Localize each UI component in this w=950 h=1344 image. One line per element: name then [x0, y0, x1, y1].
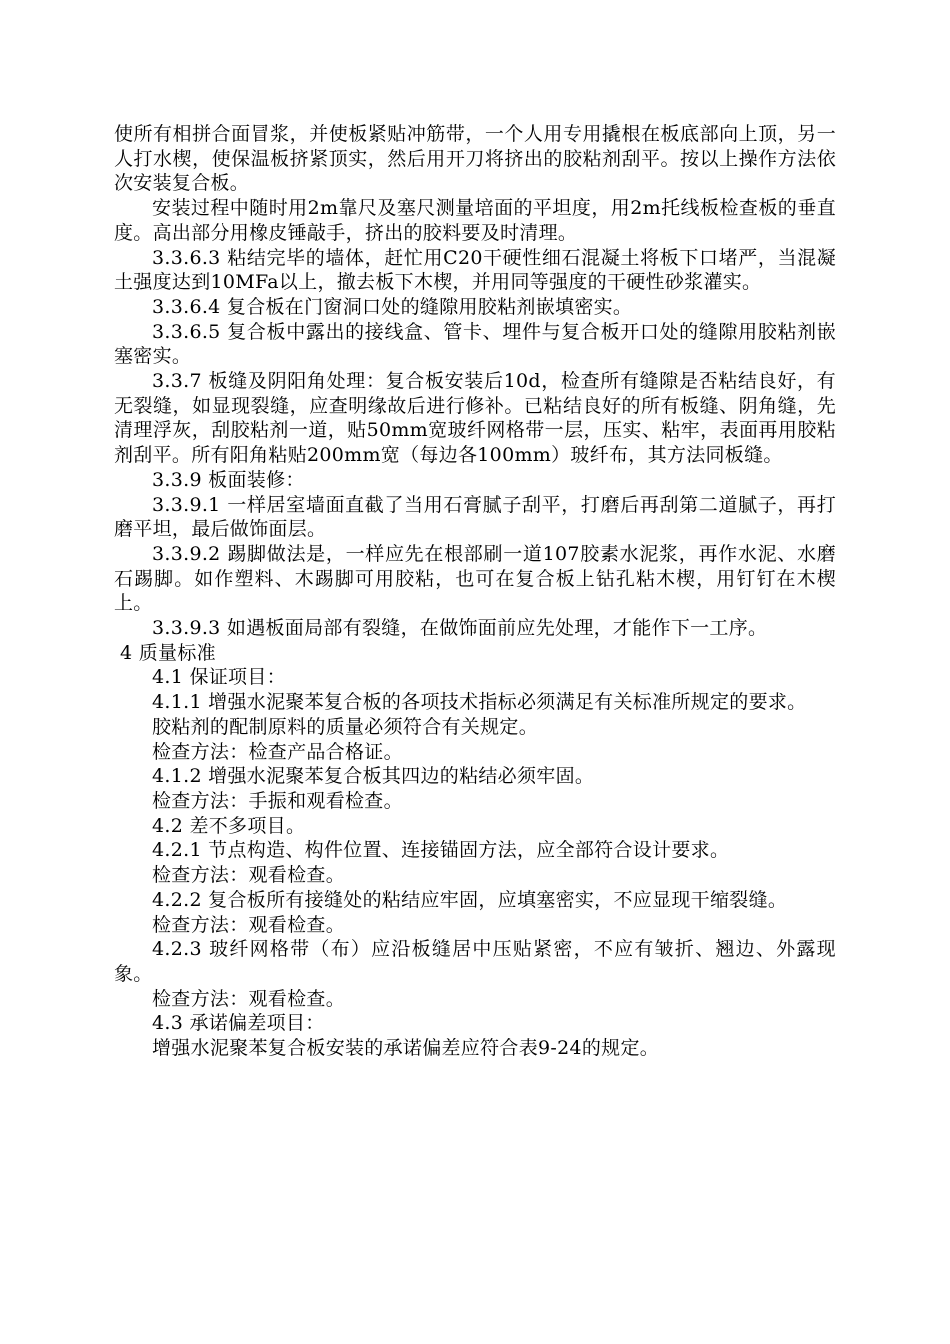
- paragraph-5: 3.3.7 板缝及阴阳角处理：复合板安装后10d，检查所有缝隙是否粘结良好，有无裂缝，如显现裂缝，应查明缘故后进行修补。已粘结良好的所有板缝、阴角缝，先清理浮灰，刮胶粘剂一道，贴50mm宽玻纤网格带一层，压实、粘牢，表面再用胶粘剂刮平。所有阳角粘贴200mm宽（每边各100mm）玻纤布，其方法同板缝。: [114, 370, 836, 467]
- paragraph-23: 检查方法：观看检查。: [152, 987, 346, 1010]
- paragraph-6: 3.3.9 板面装修：: [152, 468, 305, 491]
- paragraph-3: 3.3.6.4 复合板在门窗洞口处的缝隙用胶粘剂嵌填密实。: [152, 295, 633, 318]
- paragraph-7: 3.3.9.1 一样居室墙面直截了当用石膏腻子刮平，打磨后再刮第二道腻子，再打磨平坦，最后做饰面层。: [114, 493, 836, 541]
- paragraph-25: 增强水泥聚苯复合板安装的承诺偏差应符合表9-24的规定。: [152, 1037, 660, 1060]
- paragraph-11: 4.1 保证项目：: [152, 666, 286, 689]
- paragraph-18: 4.2.1 节点构造、构件位置、连接锚固方法，应全部符合设计要求。: [152, 839, 730, 862]
- paragraph-20: 4.2.2 复合板所有接缝处的粘结应牢固，应填塞密实，不应显现干缩裂缝。: [152, 888, 788, 911]
- paragraph-16: 检查方法：手振和观看检查。: [152, 789, 403, 812]
- paragraph-12: 4.1.1 增强水泥聚苯复合板的各项技术指标必须满足有关标准所规定的要求。: [152, 691, 807, 714]
- paragraph-1: 安装过程中随时用2m靠尺及塞尺测量培面的平坦度，用2m托线板检查板的垂直度。高出部分用橡皮锤敲手，挤出的胶料要及时清理。: [114, 197, 836, 244]
- paragraph-13: 胶粘剂的配制原料的质量必须符合有关规定。: [152, 715, 539, 738]
- paragraph-14: 检查方法：检查产品合格证。: [152, 740, 403, 763]
- paragraph-9: 3.3.9.3 如遇板面局部有裂缝，在做饰面前应先处理，才能作下一工序。: [152, 617, 768, 640]
- paragraph-8: 3.3.9.2 踢脚做法是，一样应先在根部刷一道107胶素水泥浆，再作水泥、水磨石踢脚。如作塑料、木踢脚可用胶粘，也可在复合板上钻孔粘木楔，用钉钉在木楔上。: [114, 542, 836, 615]
- paragraph-0: 使所有相拼合面冒浆，并使板紧贴冲筋带，一个人用专用撬根在板底部向上顶，另一人打水楔，使保温板挤紧顶实，然后用开刀将挤出的胶粘剂刮平。按以上操作方法依次安装复合板。: [114, 123, 836, 195]
- paragraph-22: 4.2.3 玻纤网格带（布）应沿板缝居中压贴紧密，不应有皱折、翘边、外露现象。: [114, 938, 836, 985]
- paragraph-2: 3.3.6.3 粘结完毕的墙体，赶忙用C20干硬性细石混凝土将板下口堵严，当混凝土强度达到10MFa以上，撤去板下木楔，并用同等强度的干硬性砂浆灌实。: [114, 246, 836, 294]
- paragraph-15: 4.1.2 增强水泥聚苯复合板其四边的粘结必须牢固。: [152, 765, 595, 788]
- paragraph-17: 4.2 差不多项目。: [152, 814, 306, 837]
- document-body: [114, 122, 836, 1061]
- section-heading: 4 质量标准: [120, 641, 216, 664]
- paragraph-4: 3.3.6.5 复合板中露出的接线盒、管卡、埋件与复合板开口处的缝隙用胶粘剂嵌塞密实。: [114, 320, 836, 368]
- paragraph-19: 检查方法：观看检查。: [152, 864, 346, 887]
- paragraph-24: 4.3 承诺偏差项目：: [152, 1012, 325, 1035]
- paragraph-21: 检查方法：观看检查。: [152, 913, 346, 936]
